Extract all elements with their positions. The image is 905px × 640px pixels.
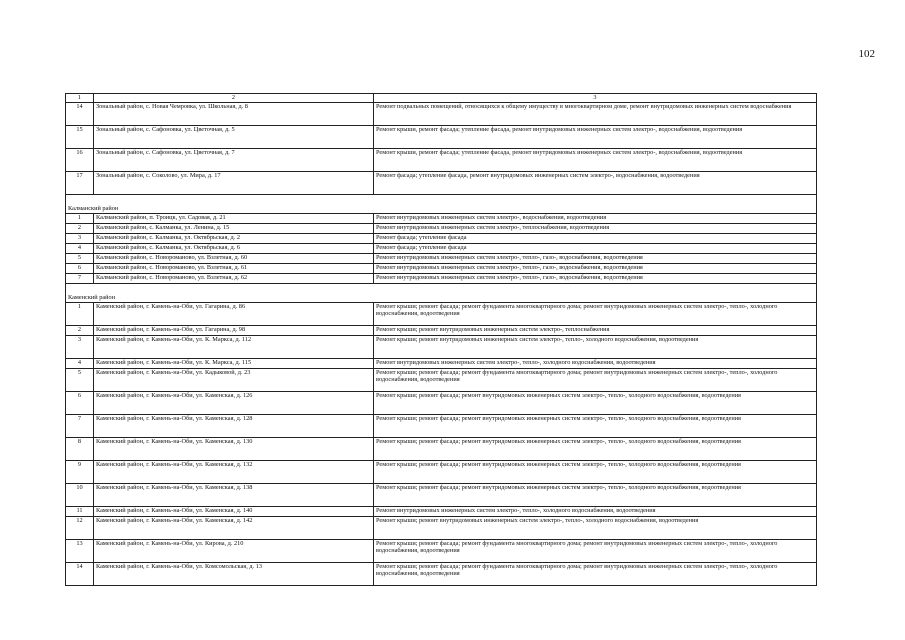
row-works: Ремонт крыши; ремонт фасада; ремонт фундамента многоквартирного дома; ремонт внутридомовых инженерных систем электро-, тепло-, холодного водоснабжения, водоотведения bbox=[374, 302, 817, 325]
row-address: Каменский район, г. Камень-на-Оби, ул. Кирова, д. 210 bbox=[94, 539, 374, 562]
row-number: 5 bbox=[66, 368, 94, 391]
table-row bbox=[66, 562, 817, 585]
row-works: Ремонт внутридомовых инженерных систем электро-, тепло-, газо-, водоснабжения, водоотведения bbox=[374, 273, 817, 283]
row-works: Ремонт внутридомовых инженерных систем электро-, тепло-, холодного водоснабжения, водоотведения bbox=[374, 506, 817, 516]
row-address: Каменский район, г. Камень-на-Оби, ул. Каменская, д. 130 bbox=[94, 437, 374, 460]
table-row bbox=[66, 302, 817, 325]
page-number: 102 bbox=[858, 48, 875, 60]
row-address: Калманский район, с. Новороманово, ул. Взлетная, д. 61 bbox=[94, 263, 374, 273]
row-number: 12 bbox=[66, 516, 94, 539]
row-number: 1 bbox=[66, 213, 94, 223]
table-row bbox=[66, 213, 817, 223]
row-address: Зональный район, с. Соколово, ул. Мира, д. 17 bbox=[94, 171, 374, 194]
table-row bbox=[66, 171, 817, 194]
row-address: Каменский район, г. Камень-на-Оби, ул. К. Маркса, д. 115 bbox=[94, 358, 374, 368]
table-row bbox=[66, 243, 817, 253]
table-row bbox=[66, 437, 817, 460]
row-address: Каменский район, г. Камень-на-Оби, ул. Каменская, д. 140 bbox=[94, 506, 374, 516]
row-works: Ремонт крыши; ремонт фасада; ремонт фундамента многоквартирного дома; ремонт внутридомовых инженерных систем электро-, тепло-, холодного водоснабжения, водоотведения bbox=[374, 368, 817, 391]
table-row bbox=[66, 506, 817, 516]
table-header-row bbox=[66, 94, 817, 103]
row-address: Каменский район, г. Камень-на-Оби, ул. К. Маркса, д. 112 bbox=[94, 335, 374, 358]
row-works: Ремонт внутридомовых инженерных систем электро-, тепло-, холодного водоснабжения, водоотведения bbox=[374, 358, 817, 368]
row-address: Каменский район, г. Камень-на-Оби, ул. Комсомольская, д. 13 bbox=[94, 562, 374, 585]
row-works: Ремонт крыши; ремонт фасада; ремонт внутридомовых инженерных систем электро-, тепло-, холодного водоснабжения, водоотведения bbox=[374, 391, 817, 414]
row-address: Зональный район, с. Сафоновка, ул. Цветочная, д. 5 bbox=[94, 125, 374, 148]
header-cell-number: 1 bbox=[66, 94, 94, 103]
row-number: 7 bbox=[66, 273, 94, 283]
row-address: Каменский район, г. Камень-на-Оби, ул. Каменская, д. 132 bbox=[94, 460, 374, 483]
row-works: Ремонт крыши; ремонт фасада; ремонт фундамента многоквартирного дома; ремонт внутридомовых инженерных систем электро-, тепло-, холодного водоснабжения, водоотведения bbox=[374, 562, 817, 585]
row-works: Ремонт внутридомовых инженерных систем электро-, теплоснабжения, водоотведения bbox=[374, 223, 817, 233]
table-row bbox=[66, 483, 817, 506]
row-number: 9 bbox=[66, 460, 94, 483]
district-name: Калманский район bbox=[66, 194, 817, 213]
row-number: 6 bbox=[66, 263, 94, 273]
row-address: Каменский район, г. Камень-на-Оби, ул. Каменская, д. 142 bbox=[94, 516, 374, 539]
row-works: Ремонт подвальных помещений, относящихся к общему имуществу в многоквартирном доме, ремонт внутридомовых инженерных систем водоснабжения bbox=[374, 102, 817, 125]
row-address: Каменский район, г. Камень-на-Оби, ул. Гагарина, д. 86 bbox=[94, 302, 374, 325]
table-row bbox=[66, 414, 817, 437]
row-address: Калманский район, с. Калманка, ул. Октябрьская, д. 6 bbox=[94, 243, 374, 253]
table-row bbox=[66, 253, 817, 263]
row-works: Ремонт фасада; утепление фасада bbox=[374, 233, 817, 243]
row-works: Ремонт крыши; ремонт внутридомовых инженерных систем электро-, тепло-, холодного водоснабжения, водоотведения bbox=[374, 516, 817, 539]
row-address: Каменский район, г. Камень-на-Оби, ул. Каменская, д. 126 bbox=[94, 391, 374, 414]
row-works: Ремонт внутридомовых инженерных систем электро-, тепло-, газо-, водоснабжения, водоотведения bbox=[374, 253, 817, 263]
district-header-row bbox=[66, 283, 817, 302]
district-name: Каменский район bbox=[66, 283, 817, 302]
table-row bbox=[66, 460, 817, 483]
row-address: Каменский район, г. Камень-на-Оби, ул. Кадыковой, д. 23 bbox=[94, 368, 374, 391]
row-works: Ремонт внутридомовых инженерных систем электро-, водоснабжения, водоотведения bbox=[374, 213, 817, 223]
row-works: Ремонт фасада; утепление фасада bbox=[374, 243, 817, 253]
row-number: 15 bbox=[66, 125, 94, 148]
table-row bbox=[66, 148, 817, 171]
table-row bbox=[66, 263, 817, 273]
row-address: Калманский район, с. Новороманово, ул. Взлетная, д. 62 bbox=[94, 273, 374, 283]
row-number: 10 bbox=[66, 483, 94, 506]
table-row bbox=[66, 391, 817, 414]
district-header-row bbox=[66, 194, 817, 213]
row-number: 4 bbox=[66, 243, 94, 253]
header-cell-works: 3 bbox=[374, 94, 817, 103]
table-row bbox=[66, 273, 817, 283]
row-address: Зональный район, с. Новая Чемровка, ул. Школьная, д. 8 bbox=[94, 102, 374, 125]
row-number: 16 bbox=[66, 148, 94, 171]
row-works: Ремонт крыши; ремонт внутридомовых инженерных систем электро-, тепло-, холодного водоснабжения, водоотведения bbox=[374, 335, 817, 358]
table-row bbox=[66, 125, 817, 148]
row-works: Ремонт внутридомовых инженерных систем электро-, тепло-, газо-, водоснабжения, водоотведения bbox=[374, 263, 817, 273]
row-number: 2 bbox=[66, 223, 94, 233]
row-address: Каменский район, г. Камень-на-Оби, ул. Каменская, д. 128 bbox=[94, 414, 374, 437]
row-number: 6 bbox=[66, 391, 94, 414]
table-row bbox=[66, 223, 817, 233]
row-works: Ремонт крыши; ремонт фасада; ремонт внутридомовых инженерных систем электро-, тепло-, холодного водоснабжения, водоотведения bbox=[374, 460, 817, 483]
row-works: Ремонт крыши, ремонт фасада; утепление фасада, ремонт внутридомовых инженерных систем электро-, водоснабжения, водоотведения bbox=[374, 125, 817, 148]
works-table bbox=[65, 93, 817, 586]
row-number: 4 bbox=[66, 358, 94, 368]
table-row bbox=[66, 335, 817, 358]
table-row bbox=[66, 516, 817, 539]
table-row bbox=[66, 325, 817, 335]
row-address: Калманский район, с. Калманка, ул. Ленина, д. 15 bbox=[94, 223, 374, 233]
row-works: Ремонт фасада; утепление фасада, ремонт внутридомовых инженерных систем электро-, водоснабжения, водоотведения bbox=[374, 171, 817, 194]
row-number: 5 bbox=[66, 253, 94, 263]
row-address: Калманский район, п. Троицк, ул. Садовая, д. 21 bbox=[94, 213, 374, 223]
row-address: Каменский район, г. Камень-на-Оби, ул. Каменская, д. 138 bbox=[94, 483, 374, 506]
row-works: Ремонт крыши, ремонт фасада; утепление фасада, ремонт внутридомовых инженерных систем электро-, водоснабжения, водоотведения bbox=[374, 148, 817, 171]
row-number: 3 bbox=[66, 233, 94, 243]
row-address: Зональный район, с. Сафоновка, ул. Цветочная, д. 7 bbox=[94, 148, 374, 171]
row-number: 14 bbox=[66, 102, 94, 125]
header-cell-address: 2 bbox=[94, 94, 374, 103]
row-number: 3 bbox=[66, 335, 94, 358]
row-number: 1 bbox=[66, 302, 94, 325]
table-row bbox=[66, 102, 817, 125]
table-row bbox=[66, 358, 817, 368]
row-number: 14 bbox=[66, 562, 94, 585]
row-works: Ремонт крыши; ремонт внутридомовых инженерных систем электро-, теплоснабжения bbox=[374, 325, 817, 335]
table-row bbox=[66, 233, 817, 243]
row-works: Ремонт крыши; ремонт фасада; ремонт фундамента многоквартирного дома; ремонт внутридомовых инженерных систем электро-, тепло-, холодного водоснабжения, водоотведения bbox=[374, 539, 817, 562]
row-address: Калманский район, с. Калманка, ул. Октябрьская, д. 2 bbox=[94, 233, 374, 243]
table-row bbox=[66, 539, 817, 562]
row-number: 8 bbox=[66, 437, 94, 460]
row-works: Ремонт крыши; ремонт фасада; ремонт внутридомовых инженерных систем электро-, тепло-, холодного водоснабжения, водоотведения bbox=[374, 483, 817, 506]
row-number: 17 bbox=[66, 171, 94, 194]
row-number: 11 bbox=[66, 506, 94, 516]
row-number: 2 bbox=[66, 325, 94, 335]
row-address: Каменский район, г. Камень-на-Оби, ул. Гагарина, д. 98 bbox=[94, 325, 374, 335]
table-body bbox=[66, 94, 817, 586]
row-number: 13 bbox=[66, 539, 94, 562]
table-row bbox=[66, 368, 817, 391]
row-number: 7 bbox=[66, 414, 94, 437]
row-works: Ремонт крыши; ремонт фасада; ремонт внутридомовых инженерных систем электро-, тепло-, холодного водоснабжения, водоотведения bbox=[374, 414, 817, 437]
row-address: Калманский район, с. Новороманово, ул. Взлетная, д. 60 bbox=[94, 253, 374, 263]
row-works: Ремонт крыши; ремонт фасада; ремонт внутридомовых инженерных систем электро-, тепло-, холодного водоснабжения, водоотведения bbox=[374, 437, 817, 460]
